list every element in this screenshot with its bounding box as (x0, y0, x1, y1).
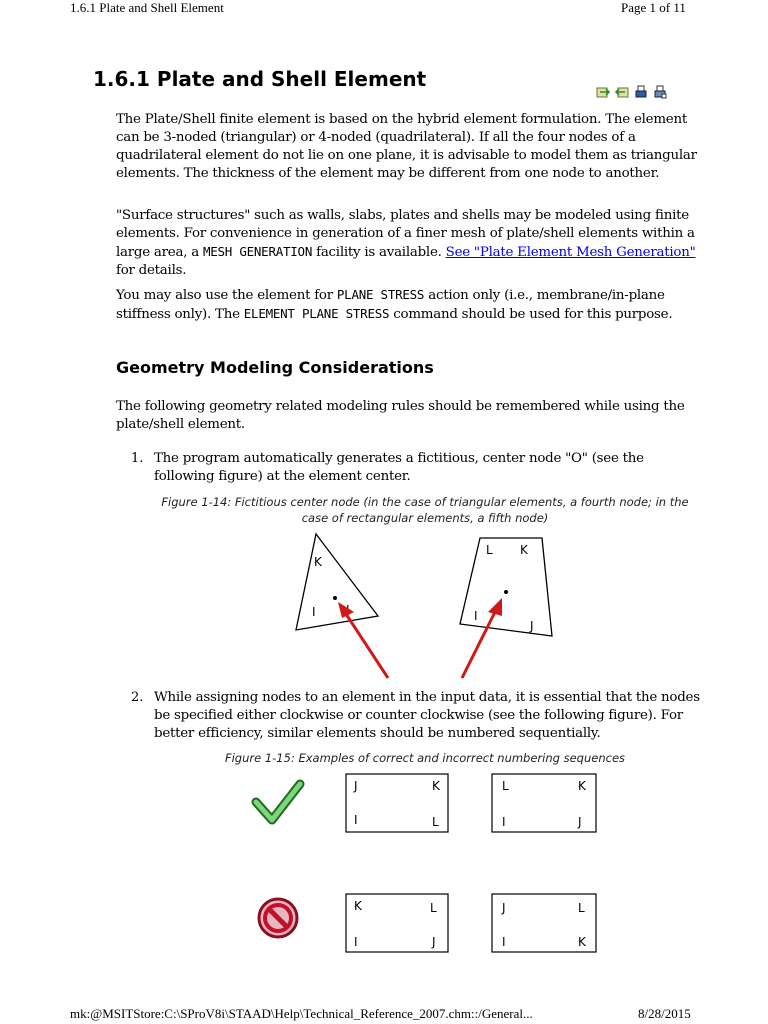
figure-14-caption: Figure 1-14: Fictitious center node (in the case of triangular elements, a fourth node; in the case of rectangular elements, a fifth node) (161, 495, 689, 525)
c1-tl: J (354, 779, 358, 793)
surface-paragraph (116, 207, 701, 280)
c2-tl: L (502, 779, 509, 793)
footer-url: mk:@MSITStore:C:\SProV8i\STAAD\Help\Technical_Reference_2007.chm::/General... (70, 1006, 533, 1021)
i1-tl: K (354, 899, 362, 913)
plane-stress-paragraph (116, 286, 701, 324)
check-icon (256, 784, 300, 820)
section-title: Geometry Modeling Considerations (116, 358, 434, 377)
figure-15 (250, 770, 610, 960)
incorrect-quad-2 (492, 894, 596, 952)
page-title: 1.6.1 Plate and Shell Element (93, 67, 427, 91)
c2-br: J (578, 815, 582, 829)
quad-element (460, 538, 552, 636)
header-title: 1.6.1 Plate and Shell Element (70, 0, 224, 15)
i1-bl: I (354, 935, 358, 949)
list-item-number-2: 2. (131, 690, 144, 705)
collapse-icon[interactable] (615, 85, 629, 99)
quad-label-j: J (530, 619, 534, 633)
tri-label-i: I (312, 605, 316, 619)
mesh-generation-code: MESH GENERATION (202, 244, 313, 259)
print-all-icon[interactable] (653, 85, 667, 99)
list-item-number-1: 1. (131, 451, 144, 466)
tri-center-node (333, 596, 337, 600)
i2-tr: L (578, 901, 585, 915)
i2-tl: J (502, 901, 506, 915)
incorrect-quad-1 (346, 894, 448, 952)
expand-icon[interactable] (596, 85, 610, 99)
c2-bl: I (502, 815, 506, 829)
list-item-1: The program automatically generates a fictitious, center node "O" (see the following figure) at the element center. (154, 451, 644, 484)
intro-paragraph: The Plate/Shell finite element is based on the hybrid element formulation. The element can be 3-noded (triangular) or 4-noded (quadrilateral). If all the four nodes of a quadrilateral element do not lie on one plane, it is advisable to model them as triangular elements. The thickness of the element may be different from one node to another. (116, 112, 697, 181)
quad-label-k: K (520, 543, 528, 557)
list-item-2: While assigning nodes to an element in the input data, it is essential that the nodes be specified either clockwise or counter clockwise (see the following figure). For better efficiency, similar elements should be numbered sequentially. (154, 690, 700, 741)
plane-stress-text-1: You may also use the element for (116, 288, 337, 303)
surface-text-2: facility is available. (312, 245, 446, 260)
c2-tr: K (578, 779, 586, 793)
quad-label-i: I (474, 609, 478, 623)
surface-text-3: for details. (116, 263, 187, 278)
i2-bl: I (502, 935, 506, 949)
i1-tr: L (430, 901, 437, 915)
page-footer (0, 1006, 768, 1024)
header-page-number: Page 1 of 11 (621, 0, 686, 15)
triangle-element (296, 534, 378, 630)
tri-label-k: K (314, 555, 322, 569)
tri-arrow (346, 614, 388, 678)
surface-text-1: "Surface structures" such as walls, slabs, plates and shells may be modeled using finite elements. For convenience in generation of a finer mesh of plate/shell elements within a large area, a (116, 208, 695, 260)
i1-br: J (432, 935, 436, 949)
mesh-generation-link[interactable]: See "Plate Element Mesh Generation" (445, 245, 696, 260)
correct-quad-1 (346, 774, 448, 832)
figure-14 (280, 528, 580, 683)
footer-date: 8/28/2015 (638, 1006, 691, 1021)
c1-tr: K (432, 779, 440, 793)
c1-bl: I (354, 813, 358, 827)
correct-quad-2 (492, 774, 596, 832)
page-header (0, 0, 768, 18)
quad-label-l: L (486, 543, 493, 557)
element-plane-stress-code: ELEMENT PLANE STRESS (243, 306, 390, 321)
i2-br: K (578, 935, 586, 949)
prohibited-icon (259, 899, 297, 937)
c1-br: L (432, 815, 439, 829)
help-toolbar (596, 85, 667, 99)
quad-center-node (504, 590, 508, 594)
plane-stress-code: PLANE STRESS (336, 287, 425, 302)
plane-stress-text-3: command should be used for this purpose. (389, 307, 673, 322)
print-icon[interactable] (634, 85, 648, 99)
plane-stress-text-2: action only (i.e., membrane/in-plane stiffness only). The (116, 288, 665, 322)
section-intro: The following geometry related modeling rules should be remembered while using the plate/shell element. (116, 399, 685, 432)
figure-15-caption: Figure 1-15: Examples of correct and incorrect numbering sequences (224, 751, 626, 765)
